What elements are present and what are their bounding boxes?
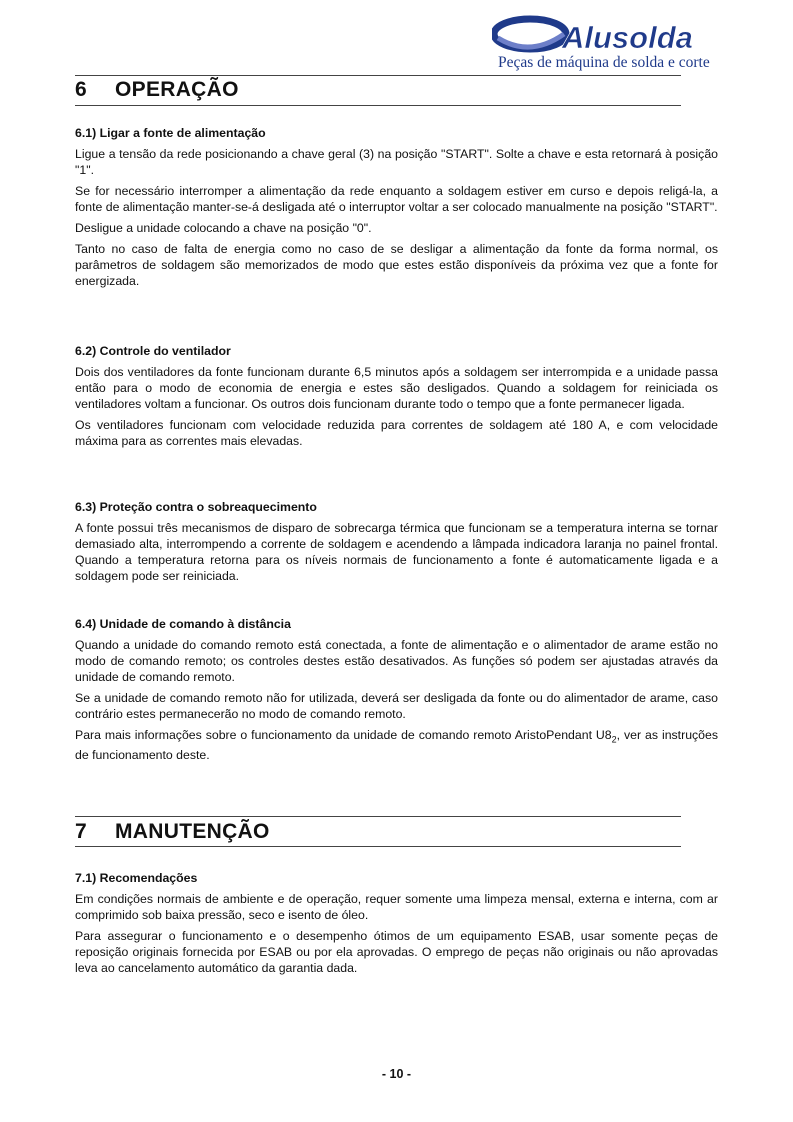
section-6-1-heading: 6.1) Ligar a fonte de alimentação [75,126,266,140]
chapter-7-number: 7 [75,820,87,843]
brand-tagline: Peças de máquina de solda e corte [498,54,710,71]
section-7-1-heading: 7.1) Recomendações [75,871,198,885]
page-number: - 10 - [381,1067,412,1081]
section-6-4-paragraph-2: Se a unidade de comando remoto não for utilizada, deverá ser desligada da fonte ou do alimentador de arame, caso contrário estes permanecerão no modo de comando remoto. [75,691,718,721]
chapter-6-bottom-rule [75,105,681,106]
section-6-2-paragraph-2: Os ventiladores funcionam com velocidade reduzida para correntes de soldagem até 180 A, e com velocidade máxima para as correntes mais elevadas. [75,418,718,448]
section-6-1 [75,126,718,294]
alusolda-logo-icon [492,12,742,56]
section-6-4-heading: 6.4) Unidade de comando à distância [75,617,291,631]
section-7-1-paragraph-2: Para assegurar o funcionamento e o desempenho ótimos de um equipamento ESAB, usar somente peças de reposição originais fornecida por ESAB ou por ela aprovadas. O emprego de peças não originais ou não aprovadas leva ao cancelamento automático da garantia dada. [75,929,718,975]
chapter-7-bottom-rule [75,846,681,847]
brand-logo [492,12,742,74]
chapter-6-heading [75,78,239,102]
section-6-4 [75,617,718,768]
section-6-4-paragraph-1: Quando a unidade do comando remoto está conectada, a fonte de alimentação e o alimentador de arame estão no modo de comando remoto; os controles destes estão desativados. As funções só podem ser ajustadas através da unidade de comando remoto. [75,638,718,684]
section-6-3 [75,500,718,589]
chapter-6-top-rule [75,75,681,76]
brand-name: Alusolda [562,20,693,55]
section-6-1-paragraph-2: Se for necessário interromper a alimentação da rede enquanto a soldagem estiver em curso e depois religá-la, a fonte de alimentação manter-se-á desligada até o interruptor voltar a ser colocado manualmente na posição "START". [75,184,718,214]
section-6-4-paragraph-3: Para mais informações sobre o funcionamento da unidade de comando remoto AristoPendant $U8_2$, ver as instruções de funcionamento deste. [75,728,719,763]
subscript-2: 2 [611,734,617,745]
chapter-7-heading [75,820,270,844]
section-7-1-paragraph-1: Em condições normais de ambiente e de operação, requer somente uma limpeza mensal, externa e interna, com ar comprimido sob baixa pressão, seco e isento de óleo. [75,892,718,922]
chapter-6-number: 6 [75,78,87,101]
section-6-1-paragraph-3: Desligue a unidade colocando a chave na posição "0". [75,221,372,235]
section-6-2-paragraph-1: Dois dos ventiladores da fonte funcionam durante 6,5 minutos após a soldagem ser interrompida e a unidade passa então para o modo de economia de energia e estes são desligados. Quando a soldagem for reiniciada os ventiladores voltam a funcionar. Os outros dois funcionam durante todo o tempo que a fonte permanecer ligada. [75,365,718,411]
section-7-1 [75,871,718,981]
section-6-3-heading: 6.3) Proteção contra o sobreaquecimento [75,500,317,514]
chapter-7-title: MANUTENÇÃO [115,820,270,843]
chapter-7-top-rule [75,816,681,817]
chapter-6-title: OPERAÇÃO [115,78,239,101]
section-6-2 [75,344,718,454]
section-6-1-paragraph-1: Ligue a tensão da rede posicionando a chave geral (3) na posição "START". Solte a chave e esta retornará à posição "1". [75,147,718,177]
section-6-3-paragraph-1: A fonte possui três mecanismos de disparo de sobrecarga térmica que funcionam se a temperatura interna se tornar demasiado alta, interrompendo a corrente de soldagem e acendendo a lâmpada indicadora laranja no painel frontal. Quando a temperatura retorna para os níveis normais de funcionamento a fonte é automaticamente ligada e a soldagem pode ser reiniciada. [75,521,718,583]
section-6-1-paragraph-4: Tanto no caso de falta de energia como no caso de se desligar a alimentação da fonte da forma normal, os parâmetros de soldagem são memorizados de modo que estes estão disponíveis da próxima vez que a fonte for energizada. [75,242,718,288]
section-6-2-heading: 6.2) Controle do ventilador [75,344,231,358]
